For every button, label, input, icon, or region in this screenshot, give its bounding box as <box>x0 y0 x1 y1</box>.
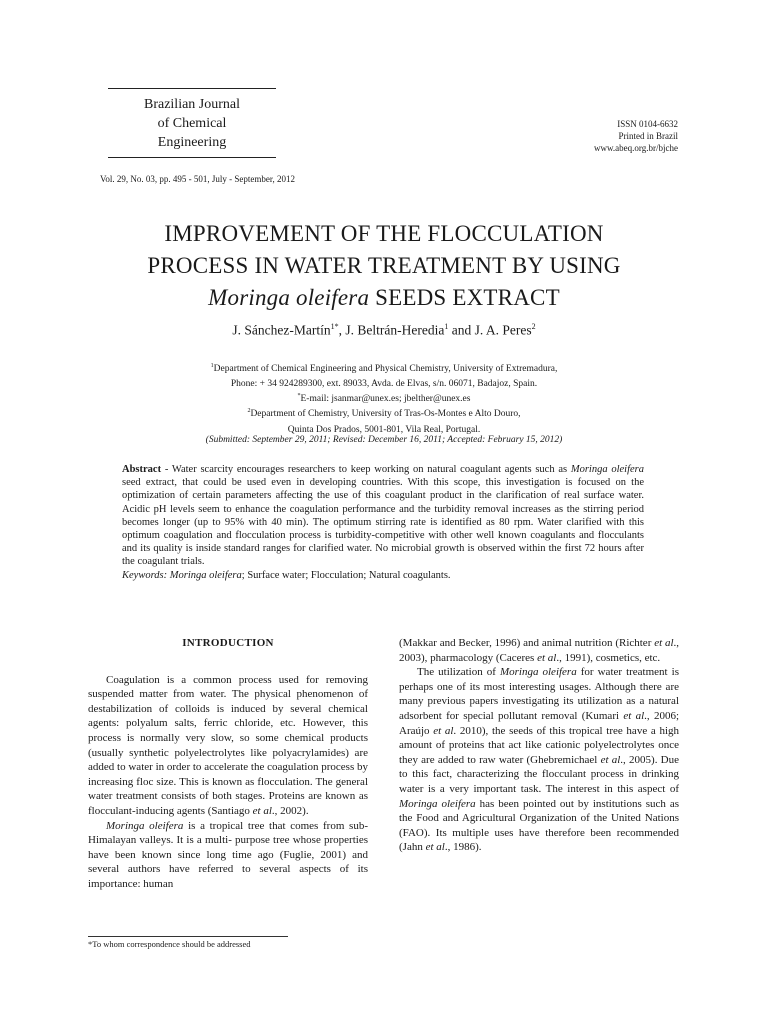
journal-name <box>108 89 276 157</box>
text: . 2010), the seeds of this tropical tree have a high amount of proteins that act like cationic polyelectrolytes once they are added to raw water (Ghebremichael <box>399 724 679 766</box>
author-name: J. Beltrán-Heredia <box>345 322 445 338</box>
abstract-label: Abstract <box>122 464 162 475</box>
affiliation-sup: 2 <box>247 408 251 415</box>
text: The utilization of <box>417 666 500 679</box>
right-column <box>399 636 679 855</box>
author-name: J. Sánchez-Martín <box>232 322 331 338</box>
author-sup: 1 <box>444 322 449 331</box>
journal-masthead <box>108 88 276 158</box>
issn-block <box>594 118 678 154</box>
submission-dates: (Submitted: September 29, 2011; Revised: December 16, 2011; Accepted: February 15, 2012) <box>205 435 563 445</box>
text: ., 1986). <box>444 841 482 854</box>
footnote-rule <box>88 936 288 937</box>
author-name: J. A. Peres <box>474 322 532 338</box>
journal-name-line-2: of Chemical <box>157 116 227 131</box>
author-sep: , <box>338 322 346 338</box>
author-sup: 2 <box>531 322 536 331</box>
text: Coagulation is a common process used for removing suspended matter from water. The physical phenomenon of destabilization of colloids is induced by several chemical agents: polyalum salts, ferric chloride, etc. However, this process is normally very slow, so some chemical products (usually synthetic polyelectrolytes like polyacrylamides) are added to water in order to accelerate the coagulation process by increasing floc size. This is known as flocculation. The general water treatment consists of both stages. Proteins are known as flocculant-inducing agents (Santiago <box>88 673 368 817</box>
keywords-rest: ; Surface water; Flocculation; Natural coagulants. <box>241 569 451 581</box>
et-al: et al <box>252 804 272 817</box>
affiliation-sup: 1 <box>210 363 214 369</box>
text: (Makkar and Becker, 1996) and animal nutrition (Richter <box>399 637 655 649</box>
affiliation-sup: * <box>297 393 301 400</box>
affiliation-text: Department of Chemical Engineering and Physical Chemistry, University of Extremadura, <box>213 364 558 375</box>
affiliation-text: Phone: + 34 924289300, ext. 89033, Avda. de Elvas, s/n. 06071, Badajoz, Spain. <box>230 379 538 390</box>
authors <box>60 322 708 339</box>
affiliation-text: Department of Chemistry, University of Tras-Os-Montes e Alto Douro, <box>250 409 521 420</box>
paragraph <box>399 636 679 665</box>
volume-line: Vol. 29, No. 03, pp. 495 - 501, July - September, 2012 <box>100 174 295 184</box>
species-name: Moringa oleifera <box>106 819 184 832</box>
journal-name-line-3: Engineering <box>157 135 227 150</box>
et-al: et al <box>654 637 674 649</box>
et-al: et al <box>623 709 645 722</box>
issn: ISSN 0104-6632 <box>617 119 678 129</box>
author-sup: 1* <box>330 322 339 331</box>
paragraph <box>399 665 679 855</box>
affiliation-line <box>60 375 708 390</box>
et-al: et al <box>433 724 454 737</box>
species-name: Moringa oleifera <box>499 666 577 679</box>
affiliation-email: E-mail: jsanmar@unex.es; jbelther@unex.es <box>300 394 471 405</box>
keywords-species: Moringa oleifera <box>167 569 242 581</box>
keywords-label: Keywords: <box>122 569 168 581</box>
affiliation-line <box>60 405 708 420</box>
paragraph <box>88 673 368 819</box>
left-column <box>88 636 368 892</box>
paragraph <box>88 819 368 892</box>
title-line-3 <box>60 282 708 314</box>
text: ., 1991), cosmetics, etc. <box>556 651 661 664</box>
affiliations <box>60 360 708 436</box>
title-line-1: IMPROVEMENT OF THE FLOCCULATION <box>164 221 604 246</box>
text: ., 2003), pharmacology (Caceres <box>399 637 680 664</box>
affiliation-line <box>60 421 708 436</box>
text: is a tropical tree that comes from sub-Himalayan valleys. It is a multi- purpose tree whose properties have been known since long time ago (Fuglie, 2001) and several authors have referred to several aspects of its importance: human <box>88 819 368 890</box>
affiliation-text: Quinta Dos Prados, 5001-801, Vila Real, Portugal. <box>287 424 481 435</box>
et-al: et al <box>537 651 557 664</box>
printed-in: Printed in Brazil <box>618 131 678 141</box>
article-title <box>60 218 708 314</box>
abstract-text-1: - Water scarcity encourages researchers to keep working on natural coagulant agents such as <box>161 464 571 475</box>
masthead-bottom-rule <box>108 157 276 158</box>
et-al: et al <box>425 841 445 854</box>
affiliation-line <box>60 360 708 375</box>
journal-website: www.abeq.org.br/bjche <box>594 143 678 153</box>
author-sep: and <box>448 322 475 338</box>
introduction-heading: INTRODUCTION <box>182 637 274 649</box>
title-line-3-rest: SEEDS EXTRACT <box>369 285 560 310</box>
et-al: et al <box>600 753 621 766</box>
abstract-species: Moringa oleifera <box>570 464 644 475</box>
title-species: Moringa oleifera <box>208 285 370 310</box>
abstract-text-2: seed extract, that could be used even in developing countries. With this scope, this investigation is focused on the optimization of certain parameters affecting the use of this coagulant product in the clarification of real surface water. Acidic pH levels seem to enhance the coagulation performance and the turbidity removal increases as the stirring period becomes longer (up to 95% with 40 min). The optimum stirring rate is identified as 80 rpm. Water clarified with this optimum coagulation and flocculation process is turbidity-competitive with other well known coagulants and flocculants and its quality is inside standard ranges for clarified water. No microbial growth is observed within the first 72 hours after the coagulant trials. <box>122 477 644 568</box>
text: ., 2006; Araújo <box>399 709 679 737</box>
footnote: *To whom correspondence should be addressed <box>88 939 251 949</box>
journal-name-line-1: Brazilian Journal <box>143 97 241 112</box>
abstract <box>122 463 644 582</box>
title-line-2: PROCESS IN WATER TREATMENT BY USING <box>147 253 621 278</box>
species-name: Moringa oleifera <box>399 797 476 810</box>
text: has been pointed out by institutions such as the Food and Agricultural Organization of the United Nations (FAO). Its multiple uses have therefore been recommended (Jahn <box>399 797 679 854</box>
text: for water treatment is perhaps one of its most interesting usages. Although there are many previous papers investigating its utilization as a natural adsorbent for special pollutant removal (Kumari <box>399 666 679 722</box>
text: ., 2005). Due to this fact, characterizing the flocculant process in drinking water is a very important task. The interest in this aspect of <box>399 753 679 795</box>
affiliation-line <box>60 390 708 405</box>
text: ., 2002). <box>271 804 309 817</box>
